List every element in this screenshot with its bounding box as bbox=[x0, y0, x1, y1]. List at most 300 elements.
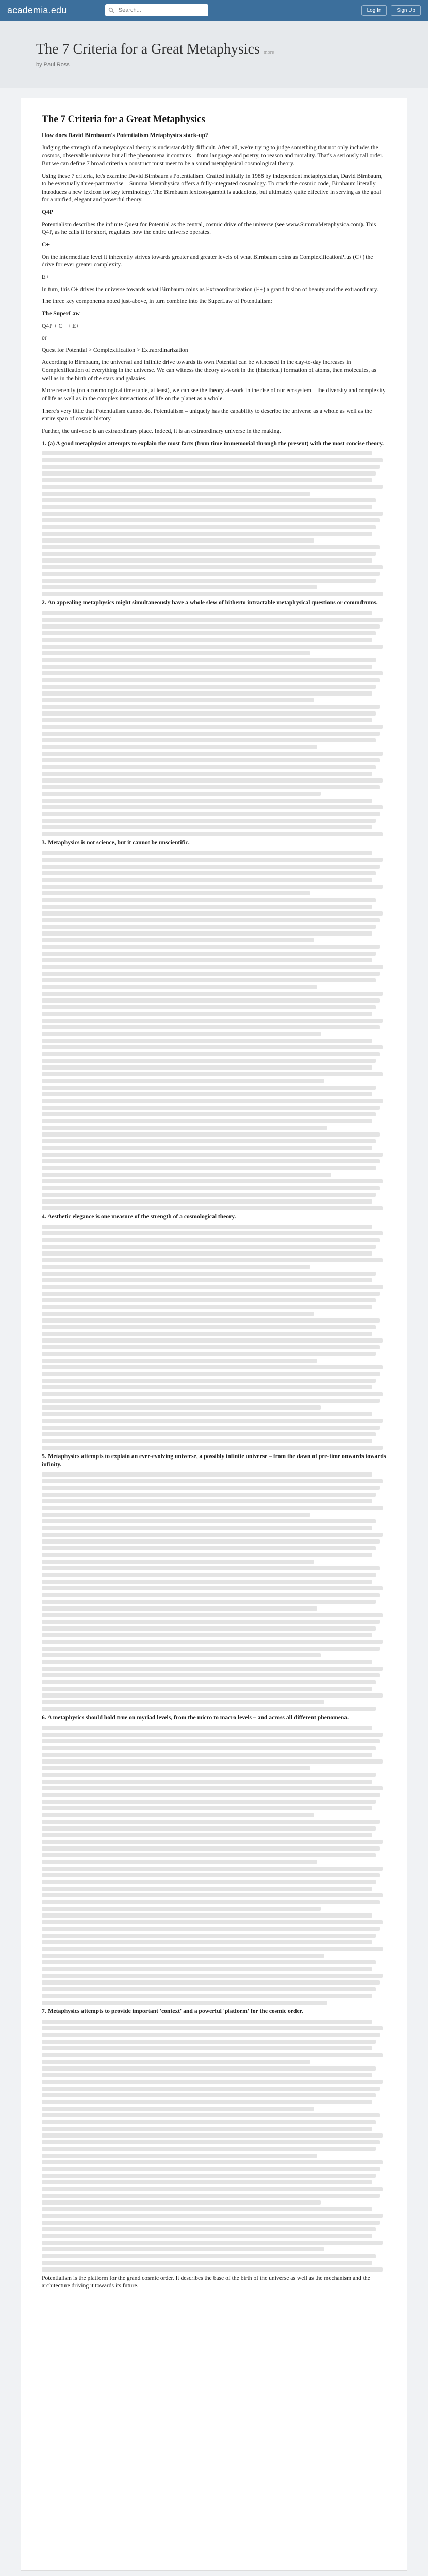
text-line bbox=[42, 492, 310, 496]
text-line bbox=[42, 1647, 380, 1651]
text-line bbox=[42, 638, 372, 642]
text-line bbox=[42, 1052, 380, 1056]
text-line bbox=[42, 572, 380, 576]
text-line bbox=[42, 1800, 376, 1804]
text-line bbox=[42, 911, 383, 916]
text-line bbox=[42, 2073, 372, 2077]
text-line bbox=[42, 1566, 380, 1570]
text-line bbox=[42, 2261, 372, 2265]
text-line bbox=[42, 1012, 372, 1016]
text-line bbox=[42, 865, 380, 869]
text-line bbox=[42, 1385, 372, 1389]
text-line bbox=[42, 1766, 310, 1770]
text-line bbox=[42, 1513, 310, 1517]
text-line bbox=[42, 1318, 380, 1323]
text-line bbox=[42, 1867, 383, 1871]
text-line bbox=[42, 871, 376, 875]
top-navigation-bar bbox=[0, 0, 428, 21]
text-line bbox=[42, 1493, 376, 1497]
text-line bbox=[42, 2127, 372, 2131]
text-line bbox=[42, 825, 372, 829]
text-line bbox=[42, 858, 383, 862]
text-line bbox=[42, 1880, 376, 1884]
text-line bbox=[42, 611, 372, 615]
text-line bbox=[42, 1251, 372, 1256]
text-line bbox=[42, 738, 376, 742]
text-line bbox=[42, 538, 314, 543]
text-line bbox=[42, 1793, 380, 1797]
text-line bbox=[42, 1600, 376, 1604]
text-line bbox=[42, 832, 383, 836]
text-line bbox=[42, 891, 310, 895]
text-line bbox=[42, 711, 376, 716]
text-line bbox=[42, 1173, 331, 1177]
text-line bbox=[42, 1399, 380, 1403]
text-line bbox=[42, 885, 383, 889]
signup-button[interactable]: Sign Up bbox=[391, 5, 421, 16]
text-line bbox=[42, 752, 383, 756]
text-line bbox=[42, 851, 372, 855]
paragraph: Judging the strength of a metaphysical theory is understandably difficult. After all, we're trying to judge something that not only includes the cosmos, observable universe but all the phenomena it contains – from language and poetry, to reason and morality. That's a seriously tall order. But we can define 7 broad criteria a construct must meet to be a sound metaphysical cosmological theory. bbox=[42, 144, 384, 167]
text-line bbox=[42, 819, 376, 823]
subheading: C+ bbox=[42, 241, 50, 248]
text-line bbox=[42, 1479, 383, 1483]
text-line bbox=[42, 2147, 376, 2151]
text-line bbox=[42, 671, 383, 675]
text-line bbox=[42, 2234, 372, 2238]
text-line bbox=[42, 1126, 327, 1130]
paragraph: Further, the universe is an extraordinary place. Indeed, it is an extraordinary universe in the making. bbox=[42, 427, 282, 434]
text-block bbox=[42, 451, 386, 596]
text-line bbox=[42, 1920, 383, 1924]
text-line bbox=[42, 1833, 372, 1837]
text-line bbox=[42, 1687, 372, 1691]
document-title bbox=[36, 41, 274, 58]
search-input[interactable] bbox=[118, 7, 205, 14]
text-line bbox=[42, 1499, 372, 1503]
text-line bbox=[42, 1426, 380, 1430]
text-line bbox=[42, 1873, 380, 1877]
text-line bbox=[42, 1166, 376, 1170]
text-line bbox=[42, 1759, 383, 1764]
text-line bbox=[42, 2241, 383, 2245]
text-line bbox=[42, 1907, 321, 1911]
text-line bbox=[42, 1739, 380, 1743]
text-line bbox=[42, 658, 376, 662]
article-title: The 7 Criteria for a Great Metaphysics bbox=[42, 114, 205, 125]
text-line bbox=[42, 718, 372, 722]
text-line bbox=[42, 1392, 383, 1396]
text-line bbox=[42, 2020, 372, 2024]
text-line bbox=[42, 998, 380, 1003]
text-line bbox=[42, 2087, 380, 2091]
text-line bbox=[42, 2100, 372, 2104]
text-line bbox=[42, 2167, 380, 2171]
text-line bbox=[42, 532, 372, 536]
text-line bbox=[42, 1593, 380, 1597]
text-line bbox=[42, 1045, 383, 1049]
text-line bbox=[42, 1526, 372, 1530]
text-line bbox=[42, 1746, 376, 1750]
text-line bbox=[42, 1987, 376, 1991]
text-line bbox=[42, 1419, 383, 1423]
text-line bbox=[42, 465, 380, 469]
text-line bbox=[42, 1439, 372, 1443]
text-line bbox=[42, 1472, 372, 1477]
text-line bbox=[42, 1893, 383, 1897]
site-logo[interactable]: academia.edu bbox=[7, 5, 67, 15]
document-page bbox=[21, 98, 407, 2571]
text-line bbox=[42, 1974, 383, 1978]
text-line bbox=[42, 1352, 376, 1356]
text-line bbox=[42, 1359, 317, 1363]
text-line bbox=[42, 2207, 372, 2211]
text-block bbox=[42, 1472, 386, 1711]
text-line bbox=[42, 1586, 383, 1590]
text-line bbox=[42, 1573, 376, 1577]
text-line bbox=[42, 1820, 380, 1824]
criterion-heading: 1. (a) A good metaphysics attempts to explain the most facts (from time immemorial through the present) with the most concise theory. bbox=[42, 439, 384, 447]
text-line bbox=[42, 945, 380, 949]
text-line bbox=[42, 925, 376, 929]
text-line bbox=[42, 1325, 376, 1329]
criterion-heading: 5. Metaphysics attempts to explain an ever-evolving universe, a possibly infinite universe – from the dawn of pre-time onwards towards infinity. bbox=[42, 1453, 386, 1468]
text-line bbox=[42, 758, 380, 762]
criterion-heading: 2. An appealing metaphysics might simultaneously have a whole slew of hitherto intractable metaphysical questions or conundrums. bbox=[42, 599, 378, 606]
paragraph: According to Birnbaum, the universal and infinite drive towards its own Potential can be witnessed in the day-to-day increases in Complexification of everything in the universe. We can witness the theory at-work in the (historical) formation of atoms, then molecules, as well as in the birth of the stars and galaxies. bbox=[42, 359, 376, 382]
text-line bbox=[42, 525, 376, 529]
text-line bbox=[42, 898, 376, 902]
text-line bbox=[42, 2133, 383, 2138]
text-line bbox=[42, 698, 314, 702]
text-line bbox=[42, 2120, 376, 2124]
text-line bbox=[42, 2160, 383, 2164]
text-line bbox=[42, 478, 372, 482]
text-line bbox=[42, 705, 380, 709]
text-line bbox=[42, 1146, 372, 1150]
text-line bbox=[42, 565, 383, 569]
text-line bbox=[42, 1806, 372, 1810]
formula: Q4P + C+ + E+ bbox=[42, 322, 79, 329]
text-line bbox=[42, 978, 376, 982]
text-line bbox=[42, 972, 380, 976]
text-line bbox=[42, 651, 310, 655]
text-line bbox=[42, 2200, 321, 2205]
text-line bbox=[42, 1338, 383, 1343]
text-line bbox=[42, 1633, 372, 1637]
text-line bbox=[42, 2046, 372, 2050]
text-line bbox=[42, 1780, 372, 1784]
text-line bbox=[42, 1285, 383, 1289]
text-line bbox=[42, 1265, 310, 1269]
text-line bbox=[42, 2066, 376, 2071]
text-line bbox=[42, 1560, 314, 1564]
text-line bbox=[42, 1613, 383, 1617]
text-line bbox=[42, 1707, 376, 1711]
text-line bbox=[42, 1278, 372, 1282]
text-line bbox=[42, 1947, 383, 1951]
text-line bbox=[42, 2254, 376, 2258]
text-line bbox=[42, 1179, 383, 1183]
text-line bbox=[42, 1980, 380, 1985]
text-line bbox=[42, 2001, 327, 2005]
text-line bbox=[42, 1667, 383, 1671]
text-line bbox=[42, 1019, 383, 1023]
text-line bbox=[42, 2187, 383, 2191]
text-line bbox=[42, 2107, 314, 2111]
text-line bbox=[42, 1086, 376, 1090]
text-line bbox=[42, 498, 376, 502]
text-line bbox=[42, 1580, 372, 1584]
text-line bbox=[42, 2180, 372, 2184]
text-line bbox=[42, 1934, 376, 1938]
text-line bbox=[42, 958, 372, 962]
text-line bbox=[42, 585, 317, 589]
text-line bbox=[42, 1887, 372, 1891]
text-line bbox=[42, 1940, 372, 1944]
text-line bbox=[42, 2040, 376, 2044]
text-line bbox=[42, 1927, 380, 1931]
text-line bbox=[42, 1405, 321, 1410]
text-line bbox=[42, 1539, 380, 1544]
text-line bbox=[42, 471, 376, 476]
text-line bbox=[42, 745, 317, 749]
text-line bbox=[42, 1900, 380, 1904]
text-line bbox=[42, 2060, 310, 2064]
text-line bbox=[42, 878, 372, 882]
text-line bbox=[42, 1025, 380, 1029]
text-line bbox=[42, 1092, 372, 1096]
subheading: The SuperLaw bbox=[42, 310, 80, 317]
text-line bbox=[42, 1292, 380, 1296]
text-line bbox=[42, 1913, 372, 1918]
text-line bbox=[42, 1967, 372, 1971]
text-line bbox=[42, 579, 376, 583]
text-line bbox=[42, 1660, 372, 1664]
text-line bbox=[42, 645, 383, 649]
text-line bbox=[42, 1245, 376, 1249]
text-line bbox=[42, 1258, 383, 1262]
text-line bbox=[42, 2194, 380, 2198]
text-line bbox=[42, 1519, 376, 1523]
text-line bbox=[42, 778, 383, 783]
text-line bbox=[42, 1231, 383, 1235]
login-button[interactable]: Log In bbox=[361, 5, 387, 16]
author-byline[interactable]: by Paul Ross bbox=[36, 62, 70, 68]
closing-paragraph: Potentialism is the platform for the grand cosmic order. It describes the base of the birth of the universe as well as the mechanism and the architecture driving it towards its future. bbox=[42, 2274, 370, 2290]
text-line bbox=[42, 1486, 380, 1490]
criterion-heading: 7. Metaphysics attempts to provide important 'context' and a powerful 'platform' for the cosmic order. bbox=[42, 2008, 303, 2015]
paragraph: There's very little that Potentialism cannot do. Potentialism – uniquely has the capability to describe the universe as a whole as well as the entire span of cosmic history. bbox=[42, 407, 372, 422]
formula: Quest for Potential > Complexification > Extraordinarization bbox=[42, 346, 188, 353]
text-line bbox=[42, 1332, 372, 1336]
text-line bbox=[42, 485, 383, 489]
text-line bbox=[42, 1786, 383, 1790]
text-block bbox=[42, 2020, 386, 2272]
text-line bbox=[42, 1206, 383, 1210]
text-line bbox=[42, 1059, 376, 1063]
text-line bbox=[42, 1412, 372, 1416]
text-line bbox=[42, 1994, 372, 1998]
text-line bbox=[42, 1733, 383, 1737]
text-line bbox=[42, 1072, 383, 1076]
text-line bbox=[42, 965, 383, 969]
more-link[interactable]: more bbox=[263, 49, 274, 55]
text-line bbox=[42, 2247, 324, 2251]
text-block bbox=[42, 611, 386, 836]
paragraph: More recently (on a cosmological time table, at least), we can see the theory at-work in the rise of our ecosystem – the diversity and complexity of life as well as in the complex interactions of life on the planet as a whole. bbox=[42, 387, 386, 402]
document-title-text: The 7 Criteria for a Great Metaphysics bbox=[36, 41, 260, 57]
text-line bbox=[42, 624, 380, 629]
text-line bbox=[42, 451, 372, 455]
text-line bbox=[42, 1680, 376, 1684]
text-line bbox=[42, 1153, 383, 1157]
text-line bbox=[42, 691, 372, 696]
text-line bbox=[42, 2154, 317, 2158]
text-line bbox=[42, 1345, 380, 1349]
text-line bbox=[42, 512, 383, 516]
text-line bbox=[42, 1506, 383, 1510]
text-line bbox=[42, 1640, 383, 1644]
text-line bbox=[42, 1954, 324, 1958]
text-line bbox=[42, 785, 380, 789]
text-line bbox=[42, 1432, 376, 1436]
text-line bbox=[42, 985, 317, 989]
text-line bbox=[42, 2140, 380, 2144]
text-line bbox=[42, 1653, 321, 1657]
criterion-heading: 3. Metaphysics is not science, but it cannot be unscientific. bbox=[42, 839, 190, 846]
text-line bbox=[42, 1272, 376, 1276]
text-line bbox=[42, 558, 372, 563]
text-line bbox=[42, 1700, 324, 1704]
text-line bbox=[42, 1199, 372, 1204]
text-line bbox=[42, 1139, 376, 1143]
text-line bbox=[42, 2093, 376, 2097]
text-line bbox=[42, 2113, 380, 2117]
text-line bbox=[42, 1065, 372, 1070]
text-line bbox=[42, 938, 314, 942]
text-line bbox=[42, 1112, 376, 1116]
text-line bbox=[42, 1365, 383, 1369]
text-line bbox=[42, 1446, 383, 1450]
text-line bbox=[42, 1005, 376, 1009]
text-line bbox=[42, 1606, 317, 1611]
text-line bbox=[42, 1119, 372, 1123]
text-line bbox=[42, 772, 372, 776]
text-line bbox=[42, 2214, 383, 2218]
text-line bbox=[42, 505, 372, 509]
text-line bbox=[42, 1813, 314, 1817]
text-line bbox=[42, 805, 383, 809]
subheading: E+ bbox=[42, 273, 50, 280]
text-line bbox=[42, 1860, 317, 1864]
text-line bbox=[42, 2221, 380, 2225]
text-line bbox=[42, 2227, 376, 2231]
text-line bbox=[42, 1673, 380, 1677]
text-line bbox=[42, 1225, 372, 1229]
subheading: Q4P bbox=[42, 209, 53, 216]
text-line bbox=[42, 2053, 383, 2057]
text-line bbox=[42, 1853, 376, 1857]
text-line bbox=[42, 1312, 314, 1316]
text-line bbox=[42, 1753, 372, 1757]
text-line bbox=[42, 1379, 376, 1383]
search-icon bbox=[108, 7, 114, 13]
text-line bbox=[42, 905, 372, 909]
criterion-heading: 6. A metaphysics should hold true on myriad levels, from the micro to macro levels – and across all different phenomena. bbox=[42, 1714, 349, 1721]
text-line bbox=[42, 799, 372, 803]
text-block bbox=[42, 1726, 386, 2005]
text-line bbox=[42, 1626, 376, 1631]
search-box[interactable] bbox=[105, 4, 208, 16]
text-line bbox=[42, 1846, 380, 1851]
text-block bbox=[42, 851, 386, 1210]
text-line bbox=[42, 1372, 380, 1376]
text-line bbox=[42, 952, 376, 956]
document-header bbox=[0, 21, 428, 88]
text-line bbox=[42, 1305, 372, 1309]
text-line bbox=[42, 1826, 376, 1831]
text-line bbox=[42, 545, 380, 549]
text-line bbox=[42, 765, 376, 769]
text-line bbox=[42, 725, 383, 729]
paragraph: Using these 7 criteria, let's examine David Birnbaum's Potentialism. Crafted initially in 1988 by independent metaphysician, David Birnbaum, to be eventually three-part treatise – Summa Metaphysica offers a fully-integrated cosmology. To crack the cosmic code, Birnbaum literally introduces a new lexicon for key terminology. The Birnbaum lexicon-gambit is audacious, but ultimately quite effective in serving as the goal for a unified, elegant and powerful theory. bbox=[42, 172, 383, 204]
text-line bbox=[42, 552, 376, 556]
text-line bbox=[42, 1620, 380, 1624]
text-block bbox=[42, 1225, 386, 1450]
paragraph: In turn, this C+ drives the universe towards what Birnbaum coins as Extraordinarization (E+) a grand fusion of beauty and the extraordinary. bbox=[42, 285, 378, 293]
text-line bbox=[42, 1132, 380, 1137]
text-line bbox=[42, 1193, 376, 1197]
text-line bbox=[42, 1159, 380, 1163]
text-line bbox=[42, 812, 380, 816]
text-line bbox=[42, 1099, 383, 1103]
text-line bbox=[42, 458, 383, 462]
text-line bbox=[42, 1533, 383, 1537]
text-line bbox=[42, 1726, 372, 1730]
text-line bbox=[42, 2080, 383, 2084]
criterion-heading: 4. Aesthetic elegance is one measure of the strength of a cosmological theory. bbox=[42, 1213, 236, 1220]
text-line bbox=[42, 518, 380, 522]
paragraph: The three key components noted just-above, in turn combine into the SuperLaw of Potentialism: bbox=[42, 298, 272, 305]
text-line bbox=[42, 1039, 372, 1043]
text-line bbox=[42, 685, 376, 689]
text-line bbox=[42, 1186, 380, 1190]
text-line bbox=[42, 1106, 380, 1110]
text-line bbox=[42, 1298, 376, 1302]
paragraph: On the intermediate level it inherently strives towards greater and greater levels of what Birnbaum coins as ComplexificationPlus (C+) the drive for ever greater complexity. bbox=[42, 253, 373, 268]
text-line bbox=[42, 1840, 383, 1844]
text-line bbox=[42, 1079, 324, 1083]
text-line bbox=[42, 1693, 383, 1698]
text-line bbox=[42, 678, 380, 682]
text-line bbox=[42, 2026, 383, 2030]
paragraph: Potentialism describes the infinite Quest for Potential as the central, cosmic drive of the universe (see www.SummaMetaphysica.com). This Q4P, as he calls it for short, regulates how the entire universe operates. bbox=[42, 221, 376, 236]
text-line bbox=[42, 618, 383, 622]
text-line bbox=[42, 792, 321, 796]
text-line bbox=[42, 1553, 372, 1557]
text-line bbox=[42, 1960, 376, 1964]
text-line bbox=[42, 992, 383, 996]
text-line bbox=[42, 1032, 321, 1036]
text-line bbox=[42, 918, 380, 922]
text-line bbox=[42, 1546, 376, 1550]
text-line bbox=[42, 2033, 380, 2037]
text-line bbox=[42, 592, 383, 596]
text-line bbox=[42, 631, 376, 635]
paragraph: or bbox=[42, 334, 47, 342]
text-line bbox=[42, 665, 372, 669]
